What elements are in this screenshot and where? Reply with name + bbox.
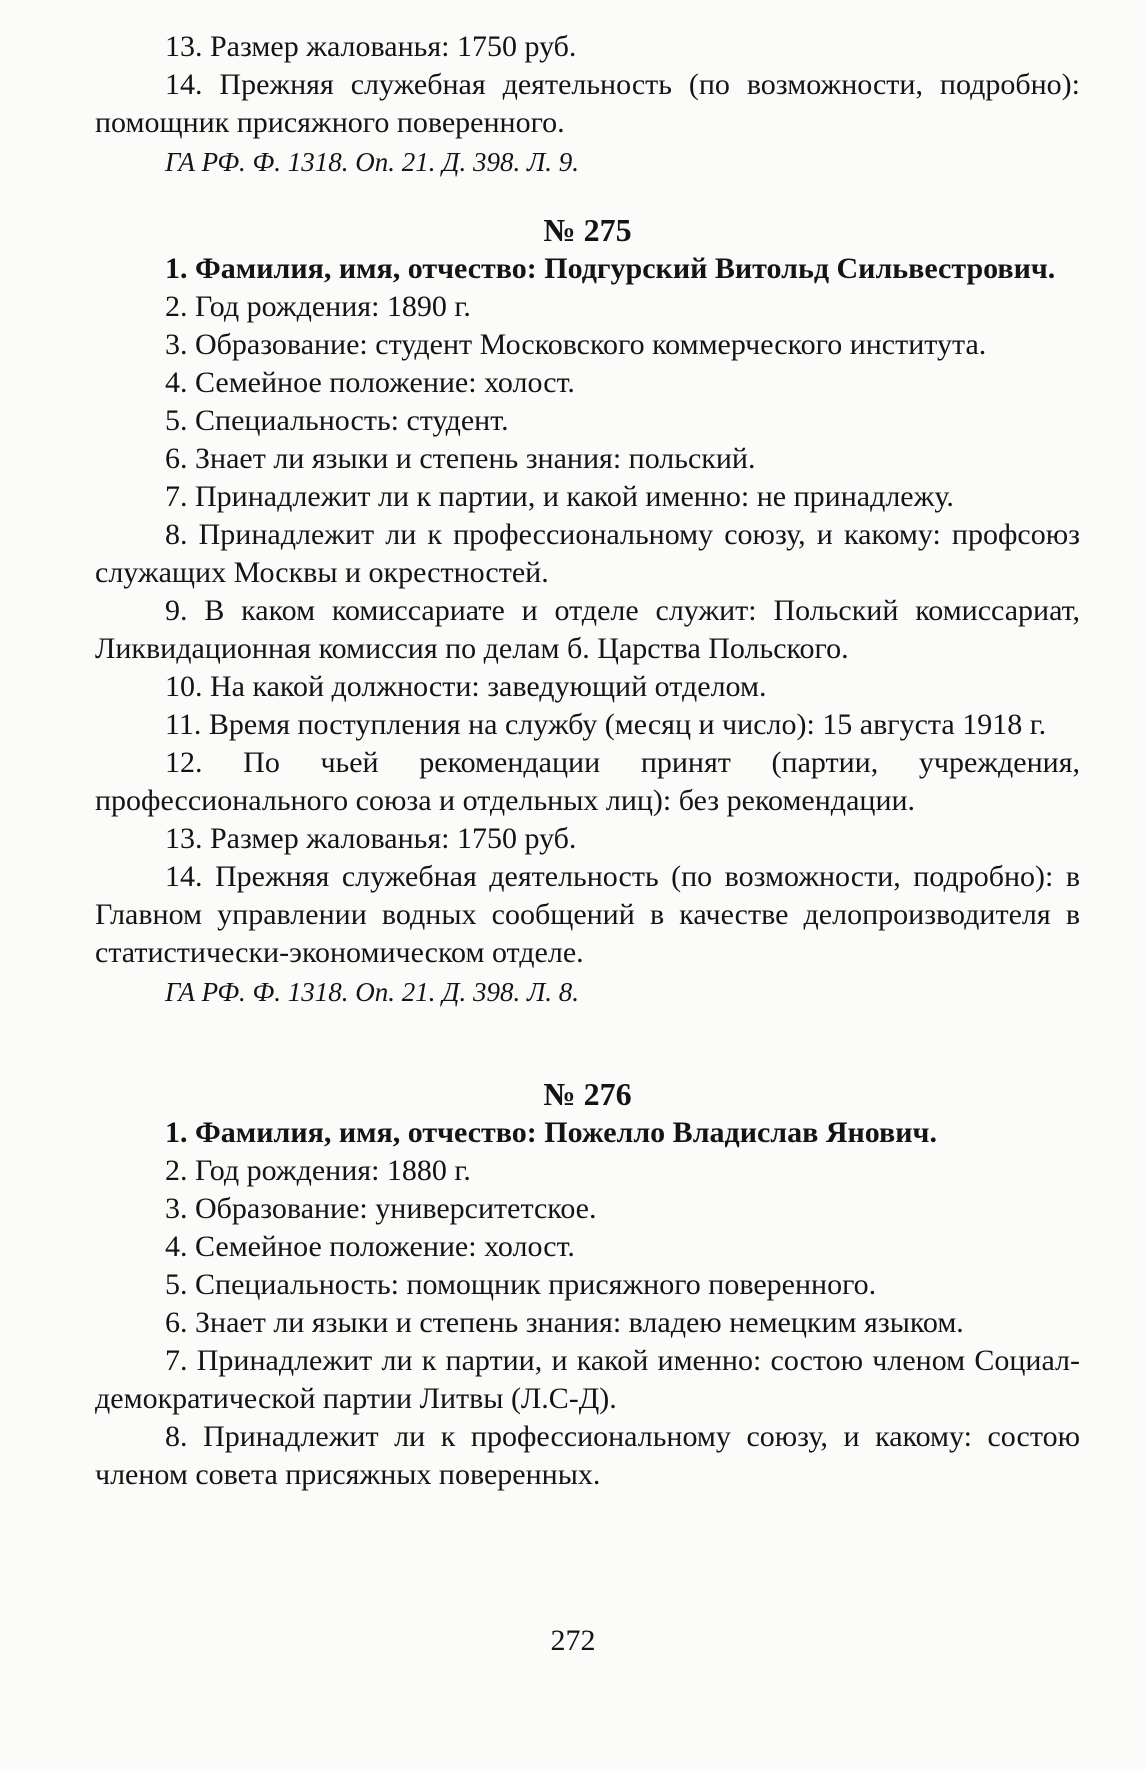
top-archive-source: ГА РФ. Ф. 1318. Оп. 21. Д. 398. Л. 9. xyxy=(165,147,579,177)
record-275-item-13: 13. Размер жалованья: 1750 руб. xyxy=(165,822,577,855)
record-276-item-6: 6. Знает ли языки и степень знания: владею немецким языком. xyxy=(165,1306,964,1339)
record-275-item-1: 1. Фамилия, имя, отчество: Подгурский Витольд Сильвестрович. xyxy=(165,252,1056,285)
record-276-item-2: 2. Год рождения: 1880 г. xyxy=(165,1154,471,1187)
record-275-item-6: 6. Знает ли языки и степень знания: польский. xyxy=(165,442,756,475)
section-spacer xyxy=(95,1010,1080,1074)
record-276-heading: № 276 xyxy=(543,1076,632,1112)
record-275-item-3: 3. Образование: студент Московского коммерческого института. xyxy=(165,328,987,361)
record-275-item-12: 12. По чьей рекомендации принят (партии, учреждения, профессионального союза и отдельных лиц): без рекомендации. xyxy=(95,746,1080,817)
record-275-item-4: 4. Семейное положение: холост. xyxy=(165,366,575,399)
page-number: 272 xyxy=(550,1624,596,1657)
record-275-heading: № 275 xyxy=(543,212,632,248)
record-276-item-8: 8. Принадлежит ли к профессиональному союзу, и какому: состою членом совета присяжных поверенных. xyxy=(95,1420,1080,1491)
record-276-item-3: 3. Образование: университетское. xyxy=(165,1192,597,1225)
record-276-item-7: 7. Принадлежит ли к партии, и какой именно: состою членом Социал-демократической партии Литвы (Л.С-Д). xyxy=(95,1344,1080,1415)
record-275-item-9: 9. В каком комиссариате и отделе служит: Польский комиссариат, Ликвидационная комиссия по делам б. Царства Польского. xyxy=(95,594,1080,665)
page-content xyxy=(95,28,1080,1494)
record-275-item-10: 10. На какой должности: заведующий отделом. xyxy=(165,670,767,703)
section-spacer xyxy=(95,180,1080,210)
record-276-item-4: 4. Семейное положение: холост. xyxy=(165,1230,575,1263)
record-276-item-5: 5. Специальность: помощник присяжного поверенного. xyxy=(165,1268,877,1301)
record-275-item-7: 7. Принадлежит ли к партии, и какой именно: не принадлежу. xyxy=(165,480,954,513)
top-item-14: 14. Прежняя служебная деятельность (по возможности, подробно): помощник присяжного поверенного. xyxy=(95,68,1080,139)
record-275-item-2: 2. Год рождения: 1890 г. xyxy=(165,290,471,323)
record-275-item-14: 14. Прежняя служебная деятельность (по возможности, подробно): в Главном управлении водных сообщений в качестве делопроизводителя в статистически-экономическом отделе. xyxy=(95,860,1080,969)
top-item-13: 13. Размер жалованья: 1750 руб. xyxy=(165,30,577,63)
record-276-item-1: 1. Фамилия, имя, отчество: Пожелло Владислав Янович. xyxy=(165,1116,937,1149)
record-275-item-8: 8. Принадлежит ли к профессиональному союзу, и какому: профсоюз служащих Москвы и окрестностей. xyxy=(95,518,1080,589)
record-275-item-11: 11. Время поступления на службу (месяц и число): 15 августа 1918 г. xyxy=(165,708,1047,741)
record-275-item-5: 5. Специальность: студент. xyxy=(165,404,509,437)
record-275-archive-source: ГА РФ. Ф. 1318. Оп. 21. Д. 398. Л. 8. xyxy=(165,977,579,1007)
